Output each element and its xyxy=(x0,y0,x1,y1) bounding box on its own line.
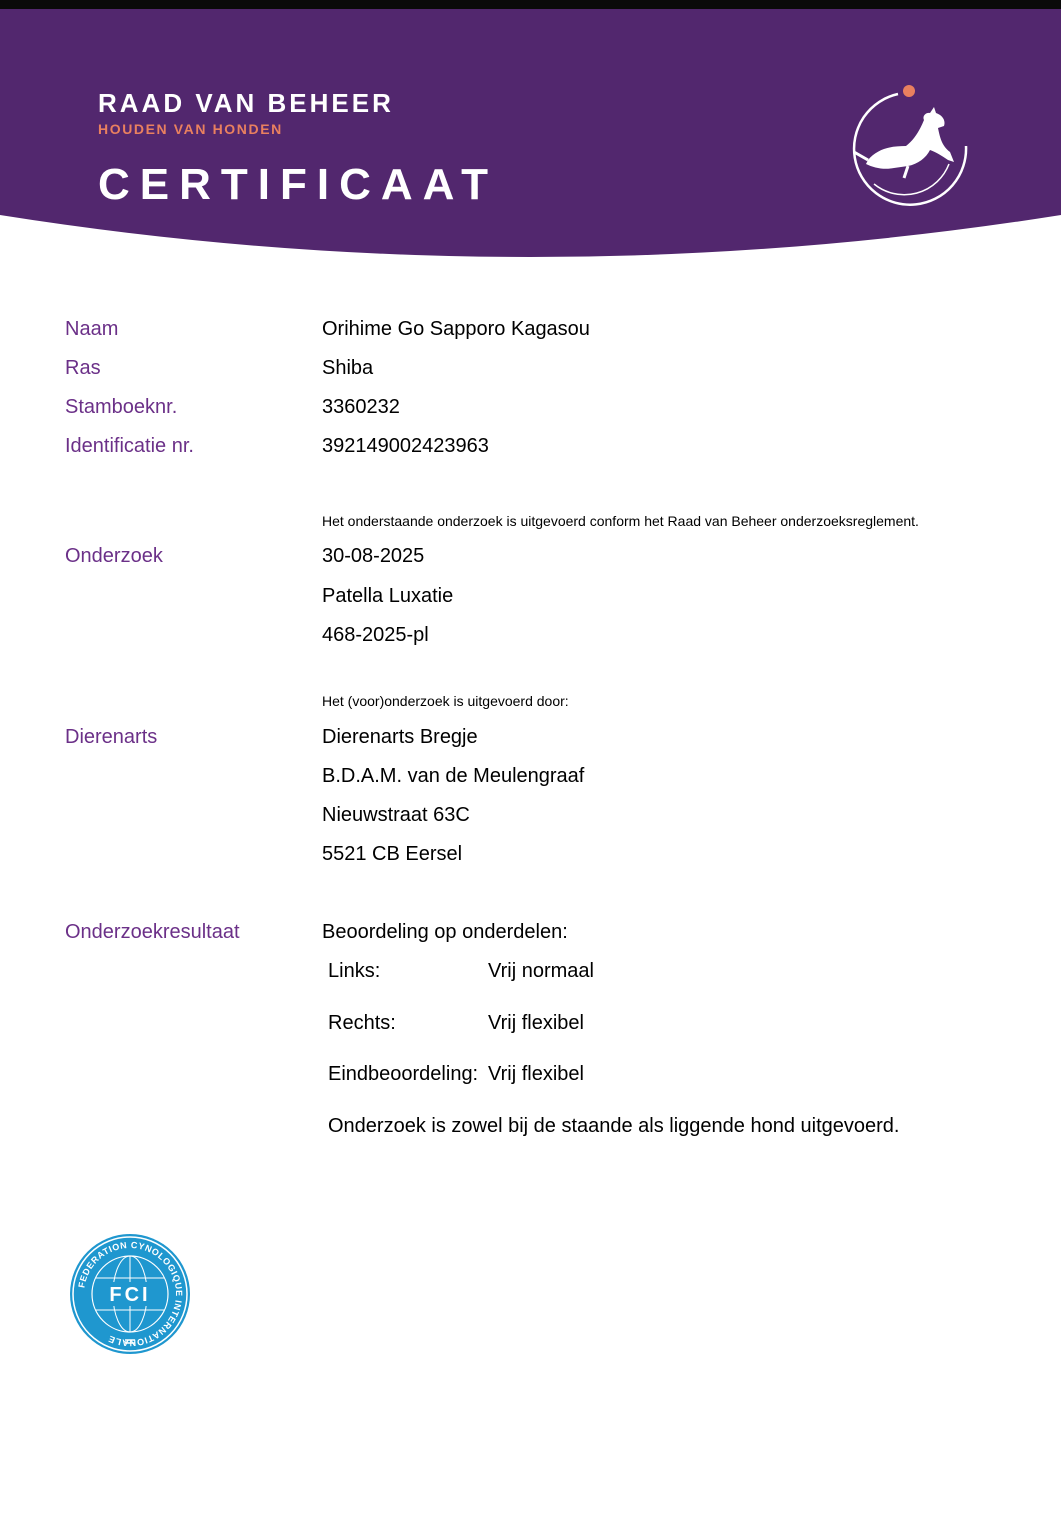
resultaat-heading: Beoordeling op onderdelen: xyxy=(322,921,568,943)
org-tagline: HOUDEN VAN HONDEN xyxy=(98,121,283,137)
label-naam: Naam xyxy=(65,318,119,340)
label-identificatie: Identificatie nr. xyxy=(65,435,194,457)
result-key-links: Links: xyxy=(328,960,381,982)
value-dierenarts-naam: B.D.A.M. van de Meulengraaf xyxy=(322,765,585,787)
result-value-eind: Vrij flexibel xyxy=(488,1063,584,1085)
brand xyxy=(98,88,394,137)
running-dog-icon xyxy=(848,80,978,210)
result-remark: Onderzoek is zowel bij de staande als liggende hond uitgevoerd. xyxy=(328,1115,900,1137)
value-ras: Shiba xyxy=(322,357,374,379)
fci-ring-text: FEDERATION CYNOLOGIQUE INTERNATIONALE xyxy=(76,1239,185,1349)
value-naam: Orihime Go Sapporo Kagasou xyxy=(322,318,590,340)
certificate-title: CERTIFICAAT xyxy=(98,160,499,209)
value-onderzoek-type: Patella Luxatie xyxy=(322,585,454,607)
label-ras: Ras xyxy=(65,357,101,379)
result-value-rechts: Vrij flexibel xyxy=(488,1012,584,1034)
onderzoek-note: Het onderstaande onderzoek is uitgevoerd conform het Raad van Beheer onderzoeksreglement. xyxy=(322,513,919,529)
value-adres: Nieuwstraat 63C xyxy=(322,804,470,826)
value-onderzoek-nummer: 468-2025-pl xyxy=(322,624,429,646)
value-identificatie: 392149002423963 xyxy=(322,435,489,457)
result-value-links: Vrij normaal xyxy=(488,960,594,982)
value-postcode: 5521 CB Eersel xyxy=(322,843,463,865)
label-dierenarts: Dierenarts xyxy=(65,726,158,748)
dierenarts-note: Het (voor)onderzoek is uitgevoerd door: xyxy=(322,693,569,709)
label-stamboeknr: Stamboeknr. xyxy=(65,396,178,418)
value-onderzoek-datum: 30-08-2025 xyxy=(322,545,425,567)
value-praktijk: Dierenarts Bregje xyxy=(322,726,478,748)
label-onderzoekresultaat: Onderzoekresultaat xyxy=(65,921,240,943)
label-onderzoek: Onderzoek xyxy=(65,545,163,567)
result-key-rechts: Rechts: xyxy=(328,1012,396,1034)
result-key-eind: Eindbeoordeling: xyxy=(328,1063,479,1085)
top-edge-bar xyxy=(0,0,1061,9)
org-name: RAAD VAN BEHEER xyxy=(98,88,394,118)
fci-abbr: FCI xyxy=(109,1284,151,1306)
value-stamboeknr: 3360232 xyxy=(322,396,400,418)
fci-seal-icon xyxy=(68,1232,192,1356)
